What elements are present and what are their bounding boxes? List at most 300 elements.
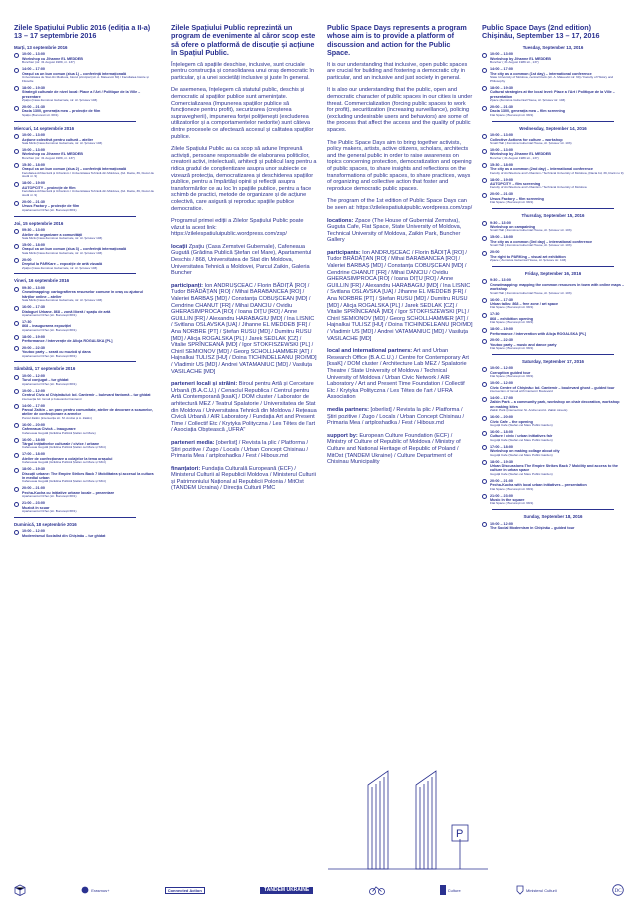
event-name: Youtoo party – music and dance party [490, 342, 557, 347]
clock-icon [14, 404, 19, 409]
locations-en-label: locations: [327, 217, 354, 224]
event-time: 20:00 – 21:30 [490, 192, 513, 197]
event-item [14, 389, 156, 402]
event-name: Parcul Zaikin – un parc pentru comunitate, atelier de decorare a scaunelor, atelier de confecționare a armelor [22, 407, 153, 417]
clock-icon [482, 431, 487, 436]
support-en-text: European Culture Foundation (ECF) / Ministry of Culture of Republic of Moldova / Ministry of Culture and National Heritage of Republic of Poland / MitOst (TANDEM Ukraine) / Culture Department of Chisinau Municipality [327, 432, 461, 466]
event-location: Cafeneaua Gugutã (Grădina Publică Ștefan cel Mare și Sfînt) [22, 460, 106, 465]
event-time: 18:00 – 19:00 [490, 327, 513, 332]
locations-en [327, 218, 473, 244]
event-location: Apartamentul Orhei (str. București 68/1) [22, 508, 77, 513]
clock-icon [14, 258, 19, 263]
event-item [482, 133, 624, 146]
event-name: Civic Cafe – the opening [490, 419, 533, 424]
event-time: 16:00 – 18:00 [490, 429, 513, 434]
event-location: Apartamentul Orhei (str. București 68/1) [22, 353, 77, 358]
event-item [482, 381, 624, 394]
clock-icon [482, 382, 487, 387]
day-separator [14, 273, 136, 274]
event-name: Dacia 1300, generația mea – film screening [490, 109, 566, 114]
event-name: Culture / civic / urban initiatives fair [490, 434, 553, 439]
clock-icon [14, 53, 19, 58]
event-location: Cafeneaua Gugutã (Grădina Publică Ștefan cel Mare și Sfînt) [22, 445, 106, 450]
clock-icon [482, 460, 487, 465]
event-name: Orașul ca un bun comun (ziua 3) – conferință internațională [22, 247, 127, 252]
program-en-title: Public Space Days (2nd edition) Chișinău, September 13 – 17, 2016 [482, 23, 600, 41]
day-heading: Tuesday, September 13, 2016 [522, 44, 584, 50]
event-name: The city as a common (3rd day) – international conference [490, 239, 593, 244]
logo-erasmus [81, 886, 109, 894]
clock-icon [482, 86, 487, 91]
event-name: Corruption guided tour [490, 370, 531, 375]
event-name: The Social Modernism in Chișinău – guided tour [490, 526, 575, 531]
event-location: Universitatea de Stat din Moldova, blocul principal (str. A. Mateevici 60) / Facultatea Istorie și Filosofie [22, 75, 149, 83]
event-time: 16:00 – 17:30 [22, 305, 45, 310]
media-en [327, 407, 473, 427]
participants-ro [171, 283, 317, 375]
day-separator [492, 509, 614, 510]
day-heading: Thursday, September 15, 2016 [521, 213, 585, 218]
event-item [14, 335, 156, 344]
event-time: 21:00 – 23:00 [490, 493, 513, 498]
event-time: 18:00 – 19:00 [22, 334, 45, 339]
event-location: Zpaţiu (Casa Zemstvei Gubernale, str. Al. Şciusev 103) [22, 265, 98, 270]
clock-icon [14, 106, 19, 111]
logo-tandem-text: TANDEM UKRAINE [260, 887, 313, 894]
about-ro-paragraph: De asemenea, înțelegem că statutul public, deschis și democratic al spațiilor publice sunt amenințate. Comercializarea (împunerea spațiilor publice să funcționeze pentru profit), securizarea (creșterea supravegherii), impunerea forței polițienești (excluderea utilizatorilor și a comportamentelor nedorite) sunt câteva dintre procesele ce afectează accesul și calitatea spațiilor publice. [171, 87, 314, 140]
event-time: 10:00 – 13:00 [22, 133, 45, 138]
event-name: Performance / intervenție de Alicja ROGALSKA [PL] [22, 339, 113, 344]
day-heading: Saturday, September 17, 2016 [522, 358, 584, 364]
event-name: Dialoguri Urbane. 868 – zonă liberă / spațiu de artă [22, 309, 111, 314]
event-item [14, 86, 156, 103]
day-separator [14, 361, 136, 362]
event-name: Ursus Factory – proiecție de film [22, 204, 80, 209]
event-name: Ursus Factory – film screening [490, 196, 544, 201]
event-name: Urban talks: 868 – free zone / art space [490, 302, 559, 306]
event-name: Urban Discussions:The Empire Strikes Back 7 Mobility and access to the culture in urban space [490, 463, 618, 473]
event-item [14, 486, 156, 499]
clock-icon [14, 244, 19, 249]
event-time: 18:00 – 19:30 [490, 85, 513, 90]
day-separator [492, 266, 614, 267]
event-item [482, 445, 624, 458]
event-location: Faculty of Architecture and Urbanism / Technical University of Moldova [490, 185, 587, 190]
event-location: Flat Space ( București str. 68/1) [490, 112, 534, 117]
event-time: 14:00 – 17:00 [490, 395, 513, 400]
locations-en-text: Zpace (The House of Gubernial Zemstva), Guguta Cafe, Flat Space, State University of Moldova, Technical University of Moldova, Zaikin Park, Buncher Gallery [327, 217, 462, 244]
day-separator [492, 354, 614, 355]
about-en-paragraph: It is also our understanding that the public, open and democratic character of public spaces in our cities is under threat. Commercialization (forcing public spaces to work for profit), securitization (increasing surveillance), policing (excluding undesirable users and behaviors) are some of the process that affect the access and the quality of public spaces. [327, 87, 473, 133]
participants-ro-label: participanți: [171, 282, 204, 289]
event-name: Workshop by Jihanne EL MEDDEB [490, 152, 551, 157]
event-item [482, 250, 624, 263]
event-item [14, 200, 156, 213]
event-name: Dacia 1300, generația mea – proiecție de film [22, 109, 101, 114]
event-location: Apartamentul Orhei (str. București 68/1) [22, 207, 77, 212]
clock-icon [14, 375, 19, 380]
event-time: 14:00 – 17:00 [22, 67, 45, 72]
event-location: Faculty of Architecture and Urbanism / Technical University of Moldova, (Dacia bd, 39, block no 9) [490, 170, 624, 175]
event-item [482, 67, 624, 83]
day-heading: Vineri, 16 septembrie 2016 [14, 278, 70, 284]
about-en-paragraph: The Public Space Days aim to bring together activists, policy makers, artists, active citizens, scholars, architects and the general public in order to raise awareness on topics concerning protection, democratization and opening of public spaces, to share insights and reflections on the transformations of public spaces, to share practices, ways of organizing and collective action that foster and reproduce democratic public spaces. [327, 139, 472, 192]
event-item [482, 366, 624, 379]
event-name: Crowdmapping: mapping the common resources in town with online maps – workshop [490, 282, 624, 292]
event-name: Muzică în scuar [22, 505, 50, 510]
day-heading: Friday, September 16, 2016 [524, 270, 582, 276]
event-item [14, 404, 156, 421]
event-location: Flat Space ( București str. 68/1) [490, 374, 534, 379]
event-location: Sala Mică (Casa Zemstvei Gubernale, str. Al. Şciusev 103) [22, 250, 103, 255]
event-item [14, 52, 156, 65]
event-location: Apartamentul Orhei (str. București 68/1) [22, 381, 77, 386]
participants-ro-text: Ion ANDRUȘCEAC / Florin BĂDIȚĂ [RO] / Tudor BRĂDĂȚAN [RO] / Mihai BARABANCEA [RO] / Valeriei BARBAȘ [MD] / Constanța COBUȘCEAN [MD] / Cendrine CHANUT [FR] / Mihai DANCIU / Ovidiu GHERASIMPROCA [RO] / Ioana DIȚU [RO] / Anne GUILLIN [FR] / Alexandru HARABAGIU [MD] / Ina LISNIC / Svitlana OSLAVSKA [UA] / Jihanne EL MEDDEB [FR] / Ana NORBRE [PT] / Ștefan RUSU [MD] / Dumitru RUSU [MD] / Alicja ROGALSKA [PL] / Jarek SEDLAK [CZ] / Vitalie SPRÎNCEANĂ [MD] / Igor STOKFISZEWSKI [PL] / Chiril SEMIONOV [MD] / Georg SCHOLLHAMMER [AT] / Hajnalkai TULISZ [HU] / Doina TICHINDELEANU [RO/MD] / Vladimir US [MD] / Andrei VATAMANIUC [MD] / Vasiluța VASILACHE [MD] [171, 282, 317, 375]
event-location: Zaikin Park (intersection St. Andrei and A. Zaikin streets) [490, 408, 568, 413]
clock-icon [14, 229, 19, 234]
clock-icon [14, 389, 19, 394]
event-name: Cultural strategies at the local level: Place a l'Art / Politique de la Ville – presentation [490, 90, 615, 99]
event-item [482, 415, 624, 428]
event-time: 10:00 – 12:00 [490, 366, 513, 371]
partners-ro [171, 381, 317, 434]
media-ro-label: parteneri media: [171, 439, 215, 446]
event-name: Workshop cu Jihanne EL MEDDEB [22, 56, 83, 61]
event-time: 14:00 – 17:00 [490, 67, 513, 72]
event-item [14, 467, 156, 484]
clock-icon [482, 68, 487, 73]
event-time: 20:00 – 22:30 [22, 345, 45, 350]
clock-icon [14, 306, 19, 311]
event-name: Collective Actions for culture – workshop [490, 137, 563, 142]
clock-icon [482, 397, 487, 402]
event-item [14, 305, 156, 318]
event-name: Orașul ca un bun comun (ziua 1) – conferință internațională [22, 71, 127, 76]
event-time: 10:00 – 12:00 [22, 388, 45, 393]
event-name: Turul conjugat – tur ghidat [22, 378, 69, 383]
program-ro-title: Zilele Spațiului Public 2016 (ediția a II-a) 13 – 17 septembrie 2016 [14, 23, 151, 41]
event-item [482, 494, 624, 507]
event-time: 18:00 – 19:30 [490, 459, 513, 464]
clock-icon [482, 367, 487, 372]
event-name: Workshop cu Jihanne EL MEDDEB [22, 152, 83, 157]
event-name: 868 – inaugurarea expoziției [22, 324, 72, 329]
event-name: Dreptul la PARKare – expoziție de artă vizuală [22, 262, 103, 267]
partners-ro-text: Biroul pentru Artă și Cercetare Urbană (B.A.C.U.) / Cenaclul Republica / Centrul pentru Artă Contemporană [ksaK] / DOM cluster / Laborator de arhitectură MEZ / Teatrul Spalatorie / Universitatea de Stat din Moldova / Universitatea Tehnică din Moldova / Rețeaua Civică Urbană / AIR Laboratory / Fundația Art and Present Time / Collectif Etc / Krytyka Polityczna / Les Têtes de l'art / Asociația Obștească „UFRA" [171, 381, 317, 434]
day-separator [14, 121, 136, 122]
program-ro-days [14, 45, 156, 538]
event-item [482, 235, 624, 248]
about-ro-title: Zilele Spațiului Public reprezintă un program de evenimente al căror scop este să ofere o platformă de discuție și acțiune în Spațiul Public. [171, 23, 316, 58]
event-name: Discuții urbane: The Empire Strikes Back 7 Mobilitatea și accesul la cultura în mediul urban [22, 471, 154, 480]
event-location: Zpace ( Zemstva Gubernial House, Al. Șciusev str. 103) [490, 258, 567, 262]
locations-ro [171, 244, 317, 277]
event-time: 17:00 – 18:00 [22, 452, 45, 457]
event-location: Flat Space ( București str. 68/1) [490, 320, 534, 325]
day-heading: Miercuri, 14 septembrie 2016 [14, 125, 75, 131]
event-time: 17:00 – 18:00 [490, 444, 513, 449]
event-name: Workshop on campaining [490, 225, 536, 229]
event-location: Sala Mică (Casa Zemstvei Gubernale, str. Al. Şciusev 103) [22, 298, 103, 303]
clock-icon [482, 298, 487, 303]
event-time: 21:00 – 23:00 [22, 501, 45, 506]
event-time: 18:00 – 19:30 [22, 467, 45, 472]
event-time: 15:00 – 18:00 [490, 235, 513, 240]
event-location: Buncher ( 31 August 1989 str., 137) [490, 155, 539, 160]
event-time: 20:00 – 22:30 [490, 338, 513, 343]
event-time: 9:30 – 13:00 [490, 278, 511, 283]
logo-connected-action-text: Connected Action [165, 887, 205, 894]
media-en-label: media partners: [327, 406, 369, 413]
event-location: Guguță Cafe (Stefan cel Mare Public Garden) [490, 452, 553, 457]
event-time: 14:00 – 17:00 [22, 403, 45, 408]
event-name: Pecha-Kucha cu inițiative urbane locale – prezentare [22, 490, 115, 495]
event-time: 20:00 – 21:30 [22, 199, 45, 204]
event-time: 20:00 – 21:30 [490, 105, 513, 109]
event-name: Acțiune colectivă pentru cultură – atelier [22, 137, 94, 142]
event-name: Atelier de confecționare a colajelor la tema orașului [22, 456, 113, 461]
participants-en-label: participants: [327, 249, 361, 256]
event-location: Sala Mică (Casa Zemstvei Gubernale, str. Al. Şciusev 103) [22, 236, 103, 240]
event-location: Guguță Cafe (Stefan cel Mare Public Garden) [490, 423, 553, 427]
about-ro-paragraph: Zilele Spațiului Public au ca scop să adune împreună activiști, persoane responsabile de elaborarea politicilor, creatorii activi, intelectuali, arhitecți și publicul larg pentru a ridica gradul de conștientizare asupra unor subiecte ce vizează protecția, democratizarea și deschiderea spațiilor publice, pentru a împărtăși opinii și reflecții asupra transformărilor ce au loc în spațiile publice, pentru a face schimb de practici, metode de organizare și de acțiune colectivă, care asigură și reproduc spațiile publice democratice. [171, 146, 317, 212]
event-time: 09:30 – 13:00 [22, 285, 45, 290]
clock-icon [482, 163, 487, 168]
media-ro [171, 440, 317, 460]
event-item [482, 105, 624, 118]
about-ro-paragraph: Programul primei ediții a Zilelor Spațiului Public poate văzut la acest link: https://zilelespatiuluipublic.wordpress.com/zsp/ [171, 218, 304, 238]
event-time: 10:00 – 13:00 [490, 148, 513, 152]
event-item [482, 479, 624, 492]
day-heading: Wednesday, September 14, 2016 [519, 125, 587, 131]
event-name: AUTOPCITY – film screening [490, 182, 541, 186]
event-name: 868 – exhibition opening [490, 316, 534, 321]
clock-icon [14, 149, 19, 154]
clock-icon [14, 468, 19, 473]
program-en-column [482, 24, 624, 531]
day-separator [492, 121, 614, 122]
about-en-paragraph: It is our understanding that inclusive, open public spaces are crucial for building and fostering a democratic city in particular, and an inclusive and just society in general. [327, 61, 468, 81]
event-item [14, 320, 156, 333]
event-name: The city as a common (2nd day) – international conference [490, 167, 593, 172]
event-location: Small Hall ( Zemstva Gubernial House, Al. Șciusev str. 103) [490, 243, 572, 248]
event-location: Flat Space ( București str. 68/1) [490, 305, 534, 310]
event-item [482, 298, 624, 311]
event-time: 15:30 – 18:00 [490, 162, 513, 167]
event-time: 09:30 – 13:00 [22, 228, 45, 233]
event-location: Facultatea Arhitectură și Urbanism / Universitatea Tehnică din Moldova, (bd. Dacia, 39, blocul de studii nr. 9) [22, 170, 155, 179]
clock-icon [14, 530, 19, 535]
clock-icon [482, 149, 487, 154]
day-separator [14, 517, 136, 518]
event-name: Cafeneaua Civică – inaugurare [22, 427, 76, 432]
event-time: 17:30 [22, 319, 32, 324]
city-illustration [328, 765, 488, 873]
media-ro-text: [oberlist] / Revista la plic / Platforma / Știri pozitive / Zugo / Locals / Urban Concept Chisinau / Primaria Mea / artploshadka / Fest / Hiboux.md [171, 439, 309, 460]
partners-en [327, 348, 473, 401]
event-location: Bunchier (str. 31 August 1989, nr. 137) [22, 60, 75, 65]
event-item [14, 529, 156, 538]
clock-icon [482, 251, 487, 256]
locations-ro-label: locații [171, 243, 188, 250]
event-time: 20:00 – 21:30 [22, 105, 45, 109]
event-item [14, 181, 156, 197]
event-location: Small Hall ( Zemstva Gubernial House, Al. Șciusev str. 103) [490, 141, 572, 146]
clock-icon [14, 321, 19, 326]
day-heading: Sâmbătă, 17 septembrie 2016 [14, 366, 76, 372]
support-en-label: support by: [327, 432, 358, 439]
about-en-paragraph: The program of the 1st edition of Public Space Days can be seen at: https://zilelespatiuluipublic.wordpress.com/zsp/ [327, 198, 473, 211]
event-item [14, 501, 156, 514]
event-time: 17:30 [490, 312, 500, 317]
event-time: 10:00 – 13:00 [490, 52, 513, 57]
event-item [482, 522, 624, 531]
event-location: Apartamentul Orhei (str. București 68/1) [22, 313, 77, 317]
svg-text:P: P [456, 828, 464, 840]
event-item [482, 148, 624, 161]
event-location: Cafeneaua Gugutã (Grădina Publică Ștefan cel Mare și Sfînt) [22, 479, 106, 484]
clock-icon [14, 182, 19, 187]
logo-connected-action [165, 887, 205, 894]
event-item [482, 430, 624, 443]
partners-en-text: Art and Urban Research Office (B.A.C.U.) / Centre for Contemporary Art [ksaK] / DOM cluster / Architecture Lab MEZ / Spalatorie Theatre / State University of Moldova / Technical University of Moldova / Urban Civic Network / AIR Laboratory / Art and Present Time Foundation / Collectif Etc / Krytyka Polityczna / Les Têtes de l'art / UFRA Association [327, 348, 469, 401]
day-separator [492, 208, 614, 209]
logo-dc-icon [612, 884, 624, 896]
clock-icon [482, 416, 487, 421]
participants-en-text: Ion ANDRUȘCEAC / Florin BĂDIȚĂ [RO] / Tudor BRĂDĂȚAN [RO] / Mihai BARABANCEA [RO] / Valeriei BARBAȘ [MD] / Constanța COBUȘCEAN [MD] / Cendrine CHANUT [FR] / Mihai DANCIU / Ovidiu GHERASIMPROCA [RO] / Ioana DIȚU [RO] / Anne GUILLIN [FR] / Alexandru HARABAGIU [MD] / Ina LISNIC / Svitlana OSLAVSKA [UA] / Jihanne EL MEDDEB [FR] / Ana NORBRE [PT] / Ștefan RUSU [MD] / Dumitru RUSU [MD] / Alicja ROGALSKA [PL] / Jarek SEDLAK [CZ] / Vitalie SPRÎNCEANĂ [MD] / Igor STOKFISZEWSKI [PL] / Chiril SEMIONOV [MD] / Georg SCHOLLHAMMER [AT] / Hajnalkai TULISZ [HU] / Doina TICHINDELEANU [RO/MD] / Vladimir US [MD] / Andrei VATAMANIUC [MD] / Vasiluța VASILACHE [MD] [327, 249, 473, 342]
logo-ministry-text: Ministerul Culturii [525, 887, 557, 893]
clock-icon [482, 106, 487, 111]
clock-icon [14, 201, 19, 206]
event-time: 20:00 – 21:00 [22, 486, 45, 491]
event-time: 16:00 – 17:30 [490, 297, 513, 302]
event-time: 10:00 – 12:00 [22, 529, 45, 534]
event-location: State University of Moldova, central block (str. A. Mateevici str. 60) / Faculty of History and Philosophy [490, 75, 614, 83]
clock-icon [14, 502, 19, 507]
event-item [482, 86, 624, 103]
event-name: Music in the square [490, 497, 525, 502]
clock-icon [482, 221, 487, 226]
event-name: Pecha-Kucha with local urban initiatives – presentation [490, 483, 587, 488]
building-left-icon [368, 771, 388, 869]
clock-icon [14, 423, 19, 428]
event-name: Youtoo party – seară cu muzică și dans [22, 350, 91, 355]
day-heading: Marți, 13 septembrie 2016 [14, 44, 68, 50]
event-item [482, 338, 624, 351]
program-ro-column [14, 24, 156, 538]
event-item [482, 312, 624, 325]
event-item [14, 105, 156, 118]
event-name: Centrul Civic al Chișinăului: bd. Cantemir – bulevard fantomă – tur ghidat [22, 393, 151, 398]
clock-icon [482, 445, 487, 450]
clock-icon [482, 178, 487, 183]
event-item [14, 286, 156, 303]
event-time: 16:00 – 18:00 [22, 437, 45, 442]
about-ro-paragraph: Înțelegem că spațiile deschise, inclusive, sunt cruciale pentru construcția și consolidarea unui oraș democratic în particular, și a unei societăți inclusive și juste în general. [171, 61, 315, 81]
clock-icon [14, 287, 19, 292]
logo-cube-icon [14, 884, 26, 896]
event-item [482, 192, 624, 205]
day-heading: Duminică, 18 septembrie 2016 [14, 521, 77, 527]
building-right-icon [416, 771, 436, 869]
event-location: Guguță Cafe (Stefan cel Mare Public Garden) [490, 437, 553, 442]
event-location: Sala Mică (Casa Zemstvei Gubernale, str. Al. Şciusev 103) [22, 141, 103, 146]
event-name: Civic Centre of Chișinău: bd. Cantemir – boulevard ghost – guided tour [490, 385, 615, 390]
clock-icon [14, 453, 19, 458]
clock-icon [14, 487, 19, 492]
event-location: Flat Space ( București str. 68/1) [490, 486, 534, 491]
event-location: Parcul Zaikin (intersecția str. Sf. Andrei și A. Zaikin) [22, 415, 92, 420]
event-location: Buncher ( 31 August 1989 str., 137) [490, 60, 539, 65]
clock-icon [482, 279, 487, 284]
event-time: 20:00 [490, 250, 500, 255]
about-ro-column [171, 24, 317, 498]
event-name: The right to PARKing – visual art exhibition [490, 254, 566, 259]
about-en-title: Public Space Days represents a program whose aim is to provide a platform of discussion and action for the Public Space. [327, 23, 467, 58]
event-name: Performance / intervention with Alicja ROGALSKA [PL] [490, 331, 587, 336]
event-item [482, 178, 624, 191]
event-time: 9:30 – 13:00 [490, 220, 511, 225]
clock-icon [14, 86, 19, 91]
event-item [14, 133, 156, 146]
event-time: 10:00 – 13:00 [22, 148, 45, 152]
event-location: Flat Space ( București str. 68/1) [490, 501, 534, 506]
program-en-days [482, 45, 624, 531]
funders-ro-label: finanțatori: [171, 465, 201, 472]
clock-icon [482, 193, 487, 198]
event-time: 10:00 – 12:00 [22, 373, 45, 378]
clock-icon [482, 313, 487, 318]
clock-icon [482, 53, 487, 58]
clock-icon [14, 335, 19, 340]
event-item [14, 346, 156, 359]
svg-text:DC: DC [614, 889, 622, 894]
logo-bike-icon [369, 885, 385, 895]
event-location: Guguță Cafe (Stefan cel Mare Public Garden) [490, 471, 553, 476]
event-location: Flat Space ( București str. 68/1) [490, 346, 534, 350]
event-name: Workshop on making collage about city [490, 449, 560, 454]
event-item [14, 243, 156, 256]
event-name: Modernismul Socialist din Chișinău – tur ghidat [22, 533, 106, 538]
event-item [14, 67, 156, 83]
partners-en-label: local and international partners: [327, 348, 413, 355]
logo-erasmus-text: Erasmus+ [91, 887, 110, 893]
parking-sign-icon [452, 825, 468, 869]
event-name: Târgul inițiativelor culturale / civice / urbane [22, 441, 100, 446]
event-name: Atelier de organizare a comunității [22, 232, 83, 237]
day-heading: Joi, 15 septembrie 2016 [14, 220, 64, 226]
event-time: 18:00 – 19:00 [490, 177, 513, 182]
event-name: Workshop by Jihanne EL MEDDEB [490, 56, 551, 61]
event-time: 18:00 – 19:00 [22, 181, 45, 186]
event-location: intersecția bd. Ismail și bulevardul Cantemir [22, 396, 82, 401]
clock-icon [482, 236, 487, 241]
media-en-text: [oberlist] / Revista la plic / Platforma / Știri pozitive / Zugo / Locals / Urban Concept Chisinau / Primaria Mea / artploshadka / Fest / Hiboux.md [327, 406, 465, 427]
clock-icon [14, 68, 19, 73]
event-item [14, 438, 156, 451]
event-location: Small Hall ( Zemstva Gubernial House, Al. Șciusev str. 103) [490, 290, 572, 295]
event-location: Cafeneaua Gugutã (Grădina Publică Ștefan cel Mare) [22, 430, 96, 435]
event-time: 10:00 – 12:00 [490, 381, 513, 386]
clock-icon [482, 339, 487, 344]
participants-en [327, 250, 473, 342]
logo-tandem [260, 887, 313, 894]
about-en-column [327, 24, 473, 472]
logo-culture-text: Culture [447, 887, 461, 893]
event-item [482, 163, 624, 176]
event-time: 10:00 – 13:00 [22, 52, 45, 57]
event-name: Orașul ca un bun comun (ziua 2) – conferință internațională [22, 167, 127, 172]
